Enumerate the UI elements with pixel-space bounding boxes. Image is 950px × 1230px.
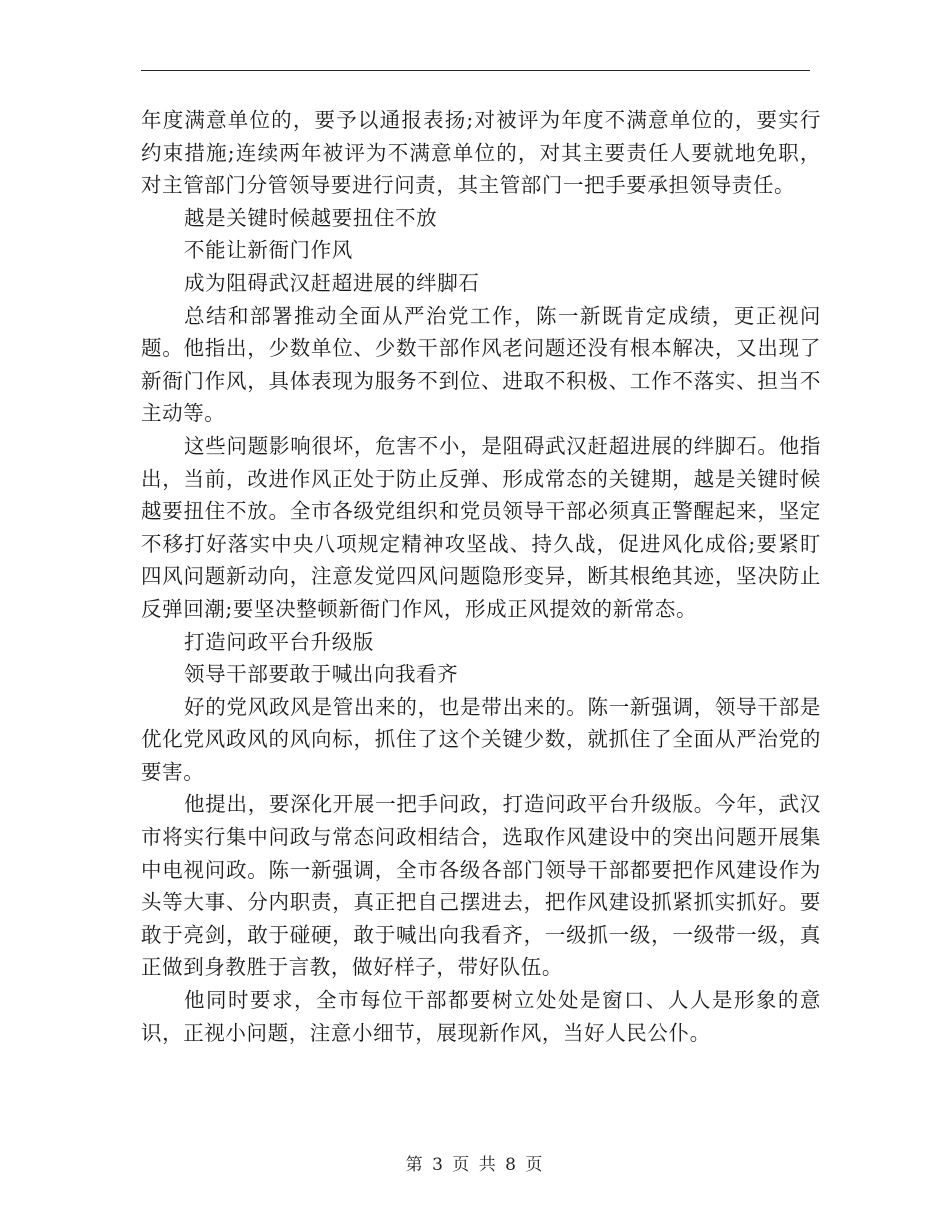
paragraph-continuation: 年度满意单位的，要予以通报表扬;对被评为年度不满意单位的，要实行约束措施;连续两年被评为不满意单位的，对其主要责任人要就地免职，对主管部门分管领导要进行问责，其主管部门一把手要承担领导责任。: [141, 108, 821, 198]
section-heading: 成为阻碍武汉赶超进展的绊脚石: [184, 270, 480, 295]
footer-page-end-label: 页: [525, 1155, 545, 1175]
footer-prefix: 第: [405, 1155, 425, 1175]
section-heading: 越是关键时候越要扭住不放: [184, 205, 438, 230]
paragraph: 他提出，要深化开展一把手问政，打造问政平台升级版。今年，武汉市将实行集中问政与常态问政相结合，选取作风建设中的突出问题开展集中电视问政。陈一新强调，全市各级各部门领导干部都要把作风建设作为头等大事、分内职责，真正把自己摆进去，把作风建设抓紧抓实抓好。要敢于亮剑，敢于碰硬，敢于喊出向我看齐，一级抓一级，一级带一级，真正做到身教胜于言教，做好样子，带好队伍。: [141, 792, 821, 980]
section-heading: 不能让新衙门作风: [184, 238, 353, 263]
paragraph: 这些问题影响很坏，危害不小，是阻碍武汉赶超进展的绊脚石。他指出，当前，改进作风正处于防止反弹、形成常态的关键期，越是关键时候越要扭住不放。全市各级党组织和党员领导干部必须真正警醒起来，坚定不移打好落实中央八项规定精神攻坚战、持久战，促进风化成俗;要紧盯四风问题新动向，注意发觉四风问题隐形变异，断其根绝其迹，坚决防止反弹回潮;要坚决整顿新衙门作风，形成正风提效的新常态。: [141, 433, 821, 621]
document-body: [141, 104, 821, 1049]
section-heading: 领导干部要敢于喊出向我看齐: [184, 662, 459, 687]
footer-total-label: 共: [478, 1155, 498, 1175]
section-heading: 打造问政平台升级版: [184, 629, 374, 654]
paragraph: 总结和部署推动全面从严治党工作，陈一新既肯定成绩，更正视问题。他指出，少数单位、少数干部作风老问题还没有根本解决，又出现了新衙门作风，具体表现为服务不到位、进取不积极、工作不落实、担当不主动等。: [141, 303, 821, 426]
footer-page-label: 页: [452, 1155, 472, 1175]
page-footer: [0, 1150, 950, 1175]
total-pages-number: 8: [505, 1155, 518, 1175]
paragraph: 好的党风政风是管出来的，也是带出来的。陈一新强调，领导干部是优化党风政风的风向标，抓住了这个关键少数，就抓住了全面从严治党的要害。: [141, 694, 821, 784]
current-page-number: 3: [432, 1155, 445, 1175]
paragraph: 他同时要求，全市每位干部都要树立处处是窗口、人人是形象的意识，正视小问题，注意小细节，展现新作风，当好人民公仆。: [141, 988, 821, 1045]
header-rule: [141, 70, 810, 71]
